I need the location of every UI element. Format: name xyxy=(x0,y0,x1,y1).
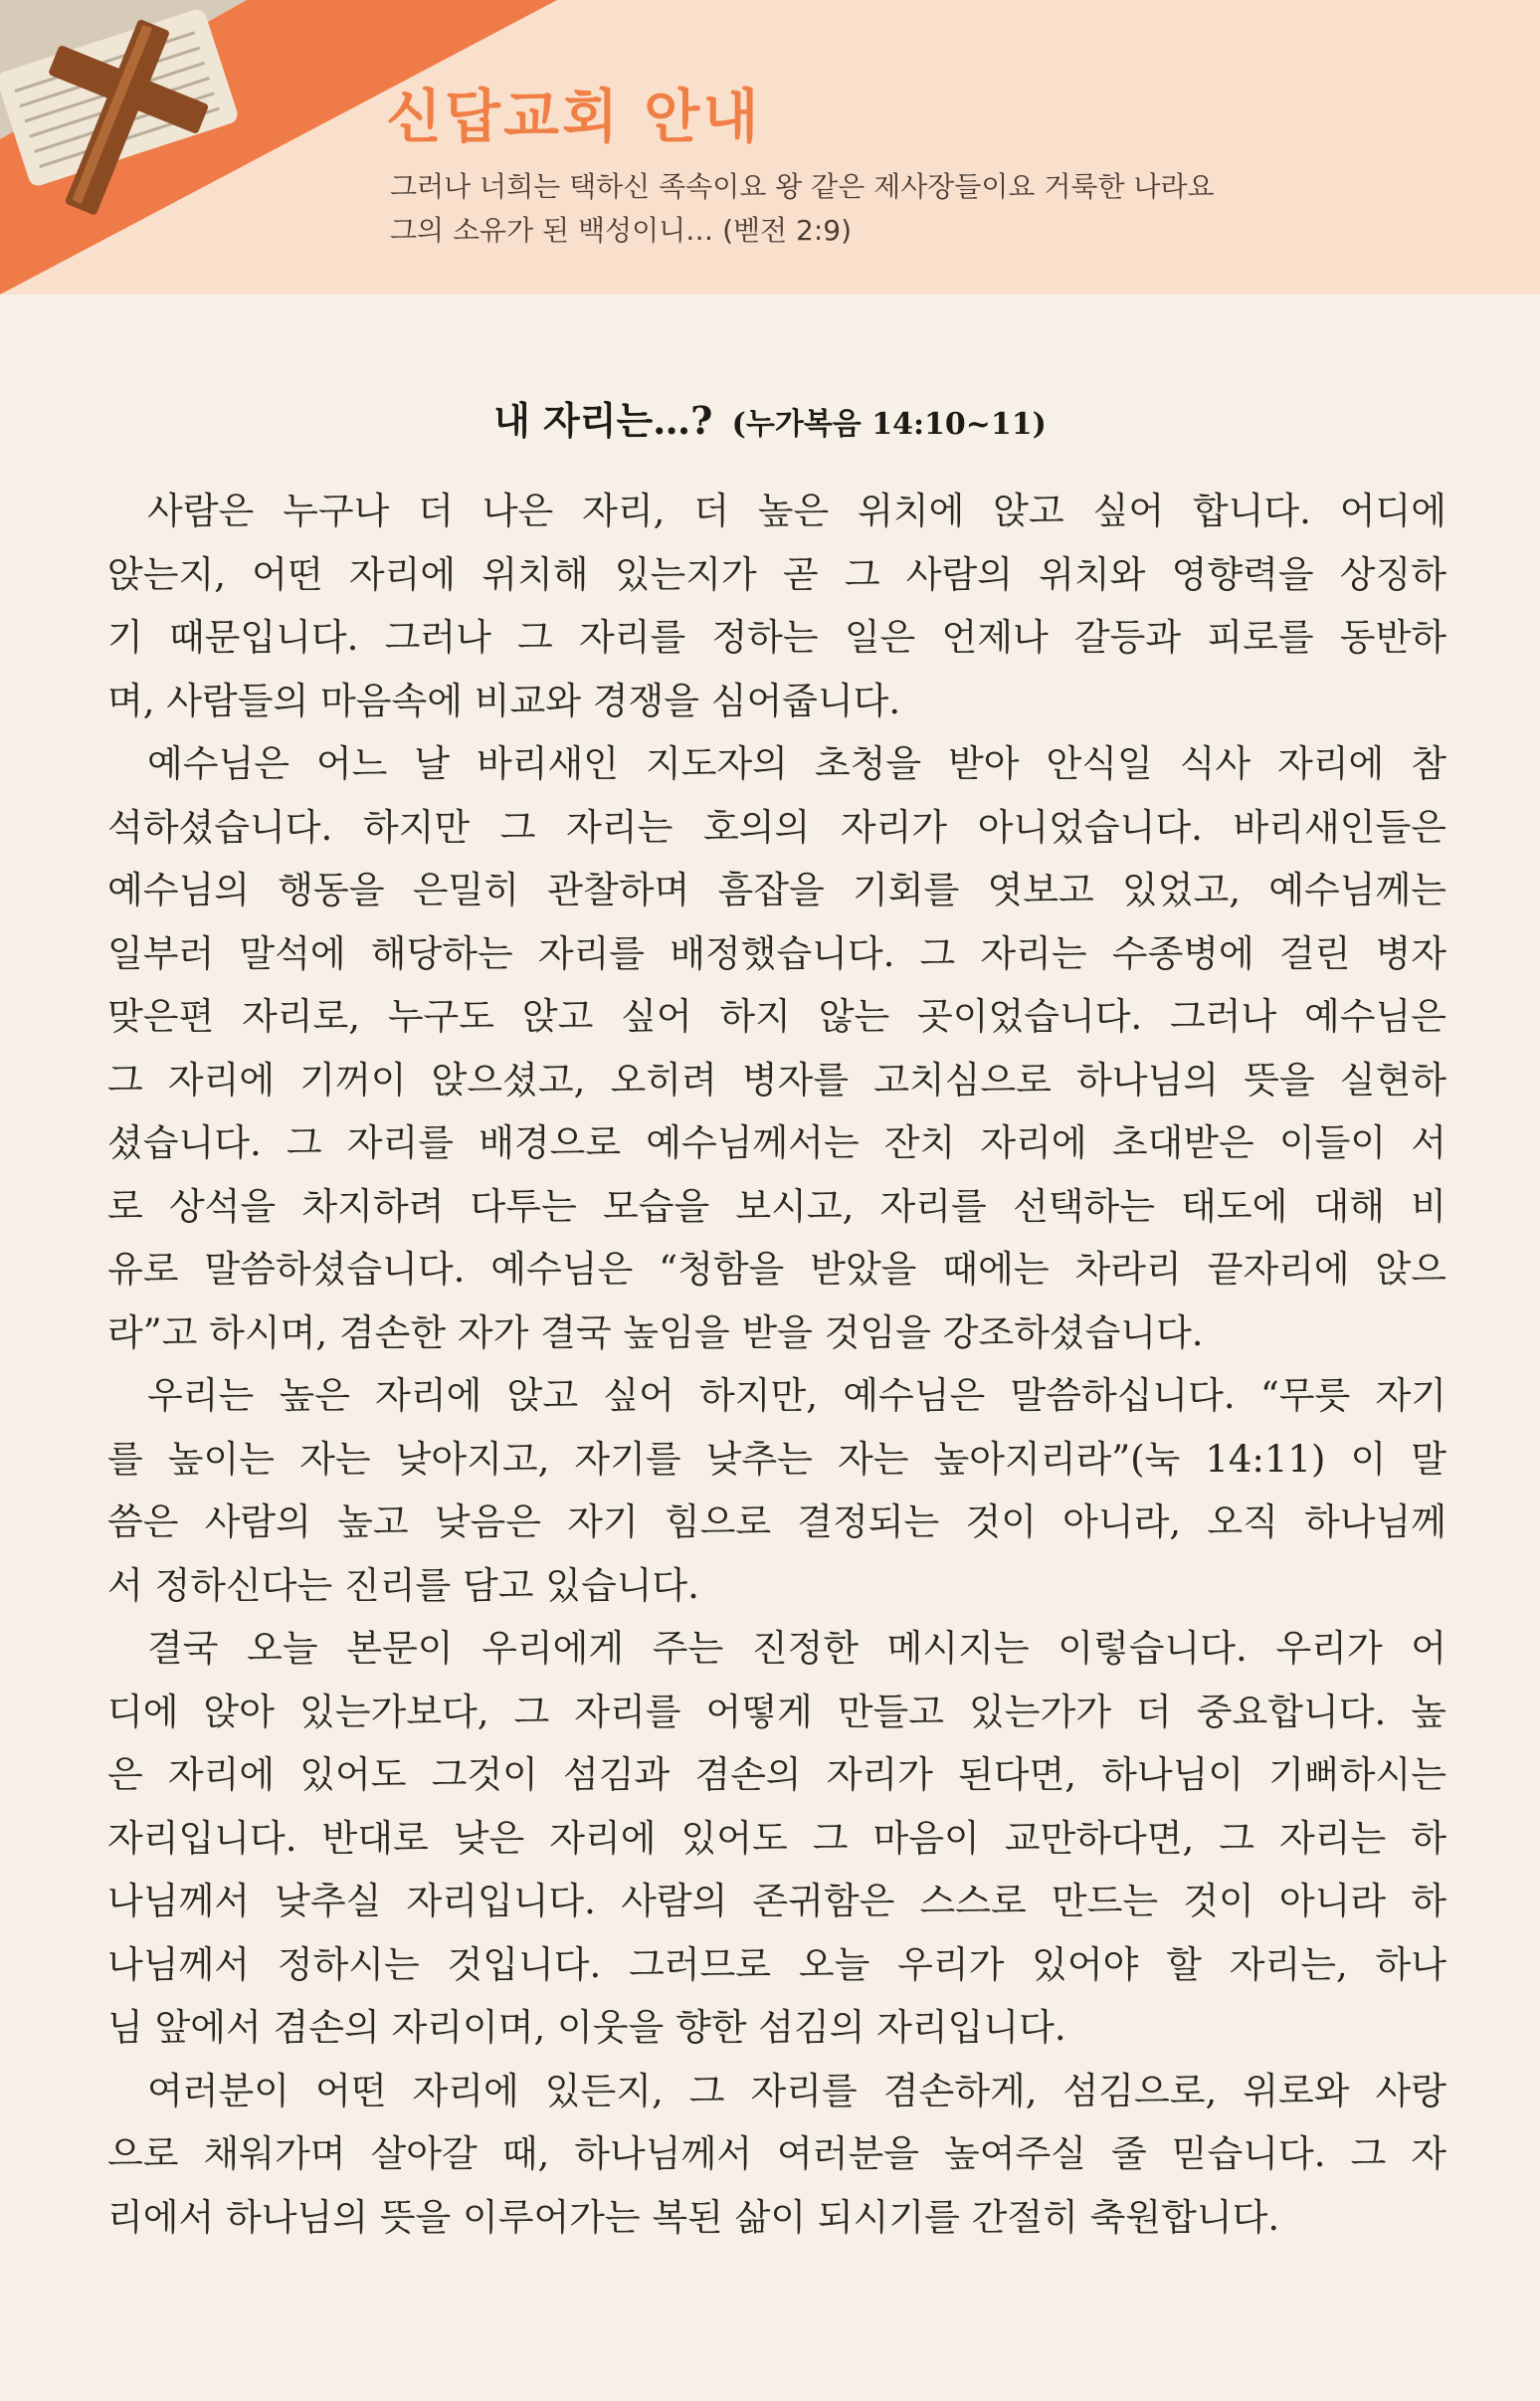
paragraph xyxy=(107,1617,1446,2060)
text-line: 셨습니다. 그 자리를 배경으로 예수님께서는 잔치 자리에 초대받은 이들이 서 xyxy=(107,1121,1446,1164)
sermon-title xyxy=(0,390,1540,445)
paragraph xyxy=(107,732,1446,1364)
header-verse xyxy=(390,165,1215,253)
text-line: 석하셨습니다. 하지만 그 자리는 호의의 자리가 아니었습니다. 바리새인들은 xyxy=(107,805,1446,849)
header-title: 신답교회 안내 xyxy=(386,83,762,150)
text-line: 은 자리에 있어도 그것이 섬김과 겸손의 자리가 된다면, 하나님이 기뻐하시는 xyxy=(107,1753,1446,1796)
text-line: 디에 앉아 있는가보다, 그 자리를 어떻게 만들고 있는가가 더 중요합니다. 높 xyxy=(107,1690,1446,1733)
text-line: 일부러 말석에 해당하는 자리를 배정했습니다. 그 자리는 수종병에 걸린 병자 xyxy=(107,931,1446,975)
text-line: 그 자리에 기꺼이 앉으셨고, 오히려 병자를 고치심으로 하나님의 뜻을 실현하 xyxy=(107,1058,1446,1101)
text-line: 기 때문입니다. 그러나 그 자리를 정하는 일은 언제나 갈등과 피로를 동반하 xyxy=(107,616,1446,659)
text-line: 으로 채워가며 살아갈 때, 하나님께서 여러분을 높여주실 줄 믿습니다. 그 자 xyxy=(107,2132,1446,2175)
text-line: 예수님은 어느 날 바리새인 지도자의 초청을 받아 안식일 식사 자리에 참 xyxy=(147,742,1446,785)
text-line: 유로 말씀하셨습니다. 예수님은 “청함을 받았을 때에는 차라리 끝자리에 앉으 xyxy=(107,1248,1446,1291)
text-line: 로 상석을 차지하려 다투는 모습을 보시고, 자리를 선택하는 태도에 대해 비 xyxy=(107,1184,1446,1228)
text-line: 우리는 높은 자리에 앉고 싶어 하지만, 예수님은 말씀하십니다. “무릇 자기 xyxy=(147,1374,1446,1417)
text-line: 씀은 사람의 높고 낮음은 자기 힘으로 결정되는 것이 아니라, 오직 하나님께 xyxy=(107,1501,1446,1543)
text-line: 앉는지, 어떤 자리에 위치해 있는지가 곧 그 사람의 위치와 영향력을 상징하 xyxy=(107,552,1446,596)
text-line: 사람은 누구나 더 나은 자리, 더 높은 위치에 앉고 싶어 합니다. 어디에 xyxy=(147,490,1446,532)
text-line: 맞은편 자리로, 누구도 앉고 싶어 하지 않는 곳이었습니다. 그러나 예수님은 xyxy=(107,995,1446,1038)
text-line: 를 높이는 자는 낮아지고, 자기를 낮추는 자는 높아지리라”(눅 14:11) 이 말 xyxy=(107,1437,1446,1481)
text-line: 님 앞에서 겸손의 자리이며, 이웃을 향한 섬김의 자리입니다. xyxy=(107,2006,1066,2049)
header-verse-line: 그의 소유가 된 백성이니… (벧전 2:9) xyxy=(390,214,852,247)
text-line: 예수님의 행동을 은밀히 관찰하며 흠잡을 기회를 엿보고 있었고, 예수님께는 xyxy=(107,869,1446,911)
text-line: 리에서 하나님의 뜻을 이루어가는 복된 삶이 되시기를 간절히 축원합니다. xyxy=(107,2195,1280,2239)
text-line: 자리입니다. 반대로 낮은 자리에 있어도 그 마음이 교만하다면, 그 자리는 하 xyxy=(107,1816,1446,1860)
paragraph xyxy=(107,480,1446,732)
text-line: 서 정하신다는 진리를 담고 있습니다. xyxy=(107,1563,699,1607)
paragraph xyxy=(107,2060,1446,2250)
sermon-reference: (누가복음 14:10~11) xyxy=(731,407,1047,442)
text-line: 여러분이 어떤 자리에 있든지, 그 자리를 겸손하게, 섬김으로, 위로와 사랑 xyxy=(147,2069,1446,2112)
sermon-body xyxy=(107,480,1446,2249)
header-band xyxy=(0,0,1540,295)
text-line: 나님께서 낮추실 자리입니다. 사람의 존귀함은 스스로 만드는 것이 아니라 하 xyxy=(107,1880,1446,1922)
text-line: 라”고 하시며, 겸손한 자가 결국 높임을 받을 것임을 강조하셨습니다. xyxy=(107,1310,1204,1354)
paragraph xyxy=(107,1364,1446,1617)
text-line: 결국 오늘 본문이 우리에게 주는 진정한 메시지는 이렇습니다. 우리가 어 xyxy=(147,1627,1446,1670)
text-line: 며, 사람들의 마음속에 비교와 경쟁을 심어줍니다. xyxy=(107,679,901,722)
sermon-title-text: 내 자리는…? xyxy=(493,398,713,443)
text-line: 나님께서 정하시는 것입니다. 그러므로 오늘 우리가 있어야 할 자리는, 하나 xyxy=(107,1942,1446,1986)
header-verse-line: 그러나 너희는 택하신 족속이요 왕 같은 제사장들이요 거룩한 나라요 xyxy=(390,170,1215,203)
